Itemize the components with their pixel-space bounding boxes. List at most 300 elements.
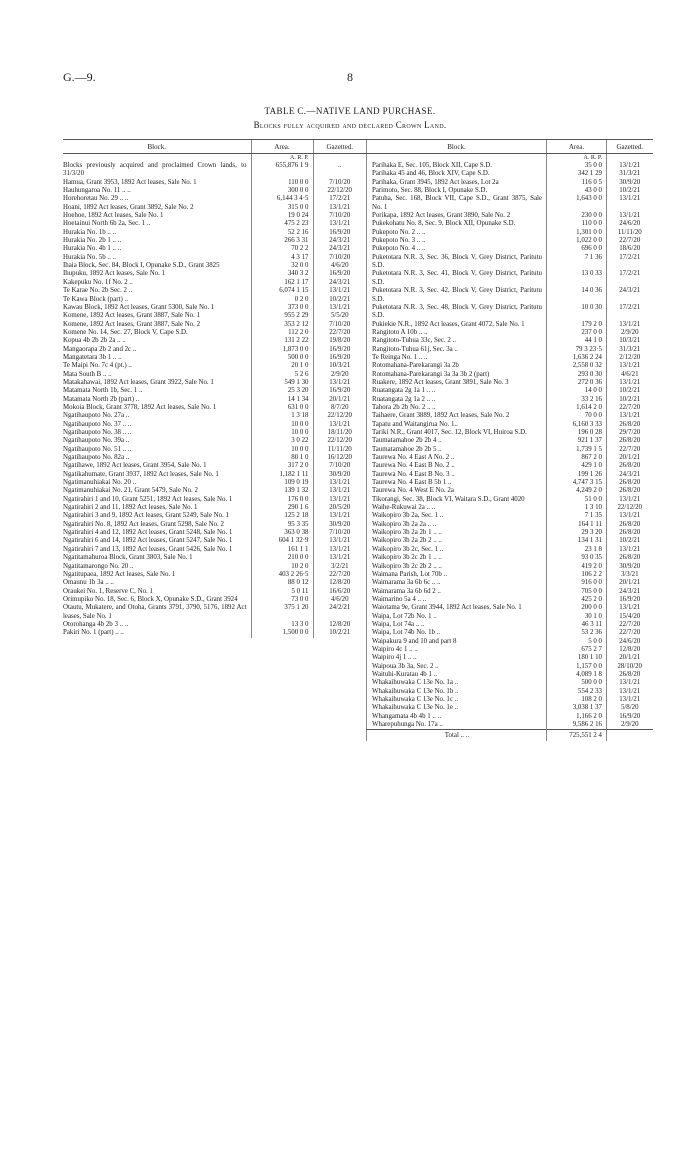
area-value: 272 0 36 [547, 379, 607, 387]
table-row [63, 563, 366, 571]
table-row [367, 446, 653, 454]
area-value: 5 0 0 [547, 638, 607, 646]
table-row [367, 554, 653, 562]
area-value: 109 0 19 [251, 479, 313, 487]
table-row [63, 195, 366, 203]
block-name: Matamata North 2b (part) .. [63, 395, 140, 403]
area-value: 1,636 2 24 [547, 354, 607, 362]
area-value: 14 1 34 [251, 396, 313, 404]
table-row [63, 346, 366, 354]
table-row [63, 204, 366, 212]
area-value: 30 1 0 [547, 613, 607, 621]
table-row [63, 588, 366, 596]
table-row [367, 379, 653, 387]
area-value: 32 0 0 [251, 262, 313, 270]
block-name: Ngatirahiri 2 and 11, 1892 Act leases, Sale No. 1 [63, 504, 198, 512]
area-value: 300 0 0 [251, 187, 313, 195]
block-name: Rangitoto-Tuhua 61j, Sec. 3a .. [372, 345, 458, 353]
area-value: 429 1 0 [547, 462, 607, 470]
table-row [63, 237, 366, 245]
units-row [63, 154, 366, 163]
area-value: 110 0 0 [251, 179, 313, 187]
block-name: Ngatihaupoto No. 39a .. [63, 437, 130, 445]
area-value: 52 2 16 [251, 229, 313, 237]
area-value: 916 0 0 [547, 579, 607, 587]
block-name: Ngatitupaea, 1892 Act leases, Sale No. 1 [63, 570, 176, 578]
table-row [63, 254, 366, 262]
table-row [367, 696, 653, 704]
block-name: Hoani, 1892 Act leases, Grant 3892, Sale No. 2 [63, 203, 194, 211]
table-row [367, 237, 653, 245]
gazetted-date: 30/9/20 [607, 179, 653, 187]
table-row [63, 471, 366, 479]
area-value: 134 1 31 [547, 537, 607, 545]
area-value: 1,166 2 0 [547, 713, 607, 721]
table-row [63, 296, 366, 304]
table-row [63, 287, 366, 295]
block-name: Komene, 1892 Act leases, Grant 3887, Sale No. 2 [63, 320, 201, 328]
area-value: 125 2 18 [251, 512, 313, 520]
gazetted-date: 7/10/20 [313, 212, 366, 220]
gazetted-date: 28/10/20 [607, 663, 653, 671]
gazetted-date: 31/3/21 [607, 346, 653, 354]
block-name: Ngatirahiri 6 and 14, 1892 Act leases, Grant 5247, Sale No. 1 [63, 537, 233, 545]
area-value: 425 2 0 [547, 596, 607, 604]
table-row [63, 362, 366, 370]
table-row [63, 304, 366, 312]
table-row [367, 245, 653, 253]
block-name: Ngatikahumate, Grant 3937, 1892 Act leases, Sale No. 1 [63, 470, 219, 478]
table-row [63, 571, 366, 579]
table-row [367, 170, 653, 178]
table-row [367, 504, 653, 512]
area-value: 14 0 0 [547, 387, 607, 395]
gazetted-date: 7/10/20 [313, 321, 366, 329]
block-name: Waipoua 3b 3a, Sec. 2 .. [372, 662, 439, 670]
table-row [367, 254, 653, 271]
area-value: 230 0 0 [547, 212, 607, 220]
gazetted-date: 30/9/20 [313, 471, 366, 479]
table-row [63, 245, 366, 253]
gazetted-date: 7/10/20 [313, 529, 366, 537]
block-name: Waikopiro 3b 2a 2a .. .. [372, 520, 437, 528]
area-value: 475 2 23 [251, 220, 313, 228]
area-value: 293 0 30 [547, 371, 607, 379]
block-name: Parihaka E, Sec. 105, Block XII, Cape S.D. [372, 162, 492, 169]
gazetted-date: 26/8/20 [607, 671, 653, 679]
table-row [367, 412, 653, 420]
block-name: Parihaka, Grant 3945, 1892 Act leases, Lot 2a [372, 178, 499, 186]
area-value: 419 2 0 [547, 563, 607, 571]
gazetted-date: 13/1/21 [313, 304, 366, 312]
gazetted-date: 10/2/21 [607, 387, 653, 395]
table-row [367, 713, 653, 721]
gazetted-date: 22/12/20 [313, 437, 366, 445]
area-value: 70 0 0 [547, 412, 607, 420]
block-name: Rotomahana-Parekarangi 3a 3a 3b 2 (part) [372, 370, 490, 378]
block-name: Te Kawa Block (part) .. [63, 295, 128, 303]
area-value: 13 0 33 [547, 270, 607, 287]
area-value: 373 0 0 [251, 304, 313, 312]
area-value: 80 1 0 [251, 454, 313, 462]
table-row [63, 554, 366, 562]
area-value: 199 1 26 [547, 471, 607, 479]
gazetted-date: 4/6/20 [313, 596, 366, 604]
area-value: 23 1 8 [547, 546, 607, 554]
area-value: 0 2 0 [251, 296, 313, 304]
area-value: 554 2 33 [547, 688, 607, 696]
gazetted-date: 24/3/21 [313, 279, 366, 287]
gazetted-date: 26/8/20 [607, 462, 653, 470]
table-subtitle: Blocks fully acquired and declared Crown Land. [253, 120, 447, 130]
area-value: 2,558 0 32 [547, 362, 607, 370]
table-row [63, 387, 366, 395]
block-name: Orimupiko No. 18, Sec. 6, Block X, Opunake S.D., Grant 3924 [63, 595, 238, 603]
block-name: Whakaihuwaka C 13e No. 1e .. [372, 704, 459, 712]
gazetted-date: 13/1/21 [607, 546, 653, 554]
gazetted-date: 13/1/21 [607, 195, 653, 212]
block-name: Puketotara N.R. 3, Sec. 42, Block V, Grey District, Paritutu S.D. [372, 287, 542, 303]
gazetted-date: 31/3/21 [607, 170, 653, 178]
table-row [63, 404, 366, 412]
block-name: Taurewa No. 4 East B 5b 1 .. [372, 479, 452, 487]
block-name: Taurewa No. 4 East B No. 2 .. [372, 462, 455, 470]
area-value: 315 0 0 [251, 204, 313, 212]
area-value: 3 0 22 [251, 437, 313, 445]
table-row [63, 487, 366, 495]
area-value: 116 0 5 [547, 179, 607, 187]
table-row [63, 596, 366, 604]
table-row [367, 679, 653, 687]
table-row [63, 537, 366, 545]
area-value: 696 0 0 [547, 245, 607, 253]
table-row [367, 304, 653, 321]
block-name: Pukepoto No. 4 .. .. [372, 245, 426, 253]
gazetted-date: 13/1/21 [607, 688, 653, 696]
gazetted-date: 13/1/21 [313, 220, 366, 228]
table-row [367, 329, 653, 337]
table-row [367, 321, 653, 329]
area-value: 317 2 0 [251, 462, 313, 470]
table-row [63, 462, 366, 470]
area-value: 867 2 0 [547, 454, 607, 462]
area-value: 162 1 17 [251, 279, 313, 287]
block-name: Ngatihaupoto No. 82a .. [63, 454, 130, 462]
gazetted-date: 12/8/20 [313, 579, 366, 587]
block-name: Ngatirahiri 7 and 13, 1892 Act leases, Grant 5426, Sale No. 1 [63, 545, 233, 553]
block-name: Te Reinga No. 1 .. .. [372, 353, 428, 361]
gazetted-date: 17/2/21 [607, 304, 653, 321]
right-table [366, 139, 653, 741]
gazetted-date: 22/7/20 [607, 621, 653, 629]
table-row [367, 187, 653, 195]
block-name: Blocks previously acquired and proclaimed Crown lands, to 31/3/20 [63, 162, 247, 178]
area-value: 200 0 0 [547, 604, 607, 612]
table-row [367, 688, 653, 696]
area-value: 33 2 16 [547, 396, 607, 404]
table-row [367, 421, 653, 429]
gazetted-date: 16/12/20 [313, 454, 366, 462]
table-row [367, 371, 653, 379]
gazetted-date: 26/8/20 [607, 437, 653, 445]
block-name: Omaunu 1b 3a .. .. [63, 579, 114, 587]
gazetted-date: 8/7/20 [313, 404, 366, 412]
block-name: Ruakere, 1892 Act leases, Grant 3891, Sale No. 3 [372, 378, 509, 386]
gazetted-date: 13/1/21 [607, 212, 653, 220]
area-value: 112 2 0 [251, 329, 313, 337]
gazetted-date: 13/1/21 [313, 487, 366, 495]
area-value: 1 3 18 [251, 412, 313, 420]
area-value: 6,160 3 33 [547, 421, 607, 429]
table-row [63, 396, 366, 404]
table-row [63, 546, 366, 554]
block-name: Hurakia No. 1b .. .. [63, 228, 117, 236]
total-label: Total .. .. [367, 730, 547, 741]
area-value: 46 3 11 [547, 621, 607, 629]
block-name: Ngatimanuhiakai No. 20 .. [63, 479, 137, 487]
block-name: Taurewa No. 4 East A No. 2 .. [372, 454, 455, 462]
block-name: Te Karae No. 2b Sec. 2 .. [63, 287, 133, 295]
gazetted-date: 22/12/20 [313, 412, 366, 420]
area-value: 1,301 0 0 [547, 229, 607, 237]
table-row [367, 454, 653, 462]
left-table [63, 139, 366, 638]
table-row [367, 162, 653, 170]
block-name: Mangaorapa 2b 2 and 2c .. [63, 345, 137, 353]
block-name: Waikopiro 3b 2a 2b 2 .. .. [372, 537, 442, 545]
gazetted-date: 19/8/20 [313, 337, 366, 345]
table-row [63, 454, 366, 462]
block-name: Tapatu and Waitangirua No. 1.. [372, 420, 458, 428]
block-name: Ngatihaupoto No. 51 .. .. [63, 445, 132, 453]
gazetted-date: 24/2/21 [313, 604, 366, 621]
table-row [63, 504, 366, 512]
block-name: Ngatihaupoto No. 27a .. [63, 412, 130, 420]
block-name: Taihaere, Grant 3889, 1892 Act leases, Sale No. 2 [372, 412, 510, 420]
block-name: Ruatangata 2g 1a 2 .. .. [372, 395, 436, 403]
area-value: 10 0 0 [251, 446, 313, 454]
area-value: 705 0 0 [547, 588, 607, 596]
gazetted-date: 7/10/20 [313, 179, 366, 187]
gazetted-date: 22/12/20 [607, 504, 653, 512]
block-name: Puketotara N.R. 3, Sec. 48, Block V, Grey District, Paritutu S.D. [372, 303, 542, 320]
block-name: Waipiro 4j 1 .. .. [372, 654, 417, 662]
area-value: 1,500 0 0 [251, 629, 313, 637]
table-row [367, 629, 653, 637]
gazetted-date: 3/3/21 [607, 571, 653, 579]
block-name: Taurewa No. 4 West E No. 2a [372, 487, 454, 495]
block-name: Pukepoto No. 3 .. .. [372, 237, 426, 245]
block-name: Hauhungaroa No. 11 .. .. [63, 187, 131, 195]
gazetted-date: 22/7/20 [607, 446, 653, 454]
area-value: 4,089 1 8 [547, 671, 607, 679]
area-value: 4,747 3 15 [547, 479, 607, 487]
area-value: 10 0 0 [251, 421, 313, 429]
gazetted-date: 13/1/21 [607, 679, 653, 687]
block-name: Hurakia No. 2b 1 .. .. [63, 237, 122, 245]
gazetted-date: 4/6/20 [313, 262, 366, 270]
gazetted-date: 16/9/20 [313, 387, 366, 395]
block-name: Waimarino 5a 4 .. .. [372, 595, 427, 603]
table-row [63, 312, 366, 320]
block-name: Patuha, Sec. 168, Block VII, Cape S.D., Grant 3875, Sale No. 1 [372, 195, 542, 211]
right-table-body [367, 154, 653, 730]
gazetted-date: 13/1/21 [607, 604, 653, 612]
right-table-panel [366, 139, 652, 741]
block-name: Otorohanga 4b 2b 3 .. .. [63, 620, 129, 628]
gazetted-date: 13/1/21 [607, 512, 653, 520]
block-name: Rangitoto-Tuhua 33c, Sec. 2 .. [372, 337, 456, 345]
area-value: 210 0 0 [251, 554, 313, 562]
gazetted-date: 10/2/21 [313, 296, 366, 304]
gazetted-date: 10/3/21 [313, 362, 366, 370]
block-name: Tikorangi, Sec. 38, Block VI, Waitara S.D., Grant 4020 [372, 495, 525, 503]
area-value: 131 2 22 [251, 337, 313, 345]
area-value: 921 1 37 [547, 437, 607, 445]
block-name: Waimana Parish, Lot 70b .. [372, 570, 448, 578]
block-name: Whangamata 4b 4b 1 .. .. [372, 712, 442, 720]
gazetted-date: 11/11/20 [313, 446, 366, 454]
table-row [63, 162, 366, 179]
gazetted-date: 26/8/20 [607, 521, 653, 529]
area-value: 73 0 0 [251, 596, 313, 604]
gazetted-date: 13/1/21 [313, 287, 366, 295]
table-row [367, 671, 653, 679]
table-row [367, 721, 653, 730]
area-value: 95 3 35 [251, 521, 313, 529]
area-value: 4 3 17 [251, 254, 313, 262]
gazetted-date: 3/2/21 [313, 563, 366, 571]
block-name: Otautu, Mukatere, and Otoha, Grants 3791, 3790, 5176, 1892 Act leases, Sale No. 1 [63, 604, 247, 620]
area-value: 5 0 11 [251, 588, 313, 596]
area-column-header: Area. [547, 140, 607, 154]
gazetted-date: 13/1/21 [313, 546, 366, 554]
gazetted-date: 20/5/20 [313, 504, 366, 512]
area-value: 10 0 30 [547, 304, 607, 321]
block-name: Parimoto, Sec. 88, Block I, Opunake S.D. [372, 187, 488, 195]
table-row [63, 496, 366, 504]
table-row [367, 613, 653, 621]
gazetted-date: 13/1/21 [313, 512, 366, 520]
left-table-panel [63, 139, 366, 638]
block-name: Matakahawai, 1892 Act leases, Grant 3922, Sale No. 1 [63, 378, 214, 386]
page-number: 8 [347, 70, 353, 84]
table-row [63, 179, 366, 187]
gazetted-date: 20/1/21 [607, 454, 653, 462]
block-name: Hamua, Grant 3953, 1892 Act leases, Sale No. 1 [63, 178, 197, 186]
table-row [367, 596, 653, 604]
table-row [367, 429, 653, 437]
table-row [367, 179, 653, 187]
area-value: 53 2 36 [547, 629, 607, 637]
block-name: Whakaihuwaka C 13e No. 1c .. [372, 696, 459, 703]
gazetted-date: 16/9/20 [313, 229, 366, 237]
table-row [367, 396, 653, 404]
table-row [367, 646, 653, 654]
block-name: Hurakia No. 4b 1 .. .. [63, 245, 122, 253]
gazetted-date: 18/6/20 [607, 245, 653, 253]
area-value: 161 1 1 [251, 546, 313, 554]
block-name: Ihaia Block, Sec. 84, Block I, Opunake S.D., Grant 3825 [63, 262, 220, 270]
block-name: Ngatirahiri No. 8, 1892 Act leases, Grant 5298, Sale No. 2 [63, 520, 224, 528]
gazetted-date: 13/1/21 [313, 479, 366, 487]
block-name: Ngatirahiri 1 and 10, Grant 5251, 1892 Act leases, Sale No. 1 [63, 495, 233, 503]
gazetted-date: 16/9/20 [313, 270, 366, 278]
table-row [367, 346, 653, 354]
area-value: 403 2 26·5 [251, 571, 313, 579]
table-row [367, 471, 653, 479]
gazetted-date: 24/6/20 [607, 220, 653, 228]
block-name: Ruatangata 2g 1a 1 .. .. [372, 387, 436, 395]
area-value: 631 0 0 [251, 404, 313, 412]
block-name: Waimarama 3a 6b 6d 2 .. [372, 587, 441, 595]
table-row [367, 704, 653, 712]
gazetted-date: 13/1/21 [313, 379, 366, 387]
gazetted-date: 16/6/20 [313, 588, 366, 596]
block-name: Waihe-Rukuwai 2a .. .. [372, 504, 436, 512]
block-name: Horehoretau No. 29 .. .. [63, 195, 129, 203]
block-name: Whakaihuwaka C 13e No. 1a .. [372, 679, 459, 687]
table-row [63, 337, 366, 345]
gazetted-date: 24/3/21 [313, 245, 366, 253]
table-title: TABLE C.—NATIVE LAND PURCHASE. [264, 106, 436, 116]
block-name: Hoetainui North 6b 2a, Sec. 1 .. [63, 220, 151, 228]
table-row [367, 404, 653, 412]
area-value: 19 0 24 [251, 212, 313, 220]
area-value: 1,873 0 0 [251, 346, 313, 354]
area-value: 43 0 0 [547, 187, 607, 195]
area-value: 6,074 1 15 [251, 287, 313, 295]
area-value: 196 0 28 [547, 429, 607, 437]
table-row [63, 329, 366, 337]
gazetted-date: 24/3/21 [607, 588, 653, 596]
table-row [367, 604, 653, 612]
gazetted-date: 7/10/20 [313, 254, 366, 262]
block-name: Rotomahana-Parekarangi 3a 2b [372, 362, 459, 370]
block-name: Taurewa No. 4 East B No. 3 .. [372, 470, 455, 478]
area-value: 6,144 3 4·5 [251, 195, 313, 203]
table-row [367, 437, 653, 445]
block-name: Waipiro 4c 1 .. .. [372, 645, 418, 653]
gazetted-date: 13/1/21 [607, 362, 653, 370]
block-name: Puketotara N.R. 3, Sec. 36, Block V, Grey District, Paritutu S.D. [372, 253, 542, 270]
gazetted-date: .. [313, 162, 366, 179]
table-row [367, 571, 653, 579]
block-column-header: Block. [367, 140, 547, 154]
block-name: Waiotama 9e, Grant 3944, 1892 Act leases, Sale No. 1 [372, 604, 522, 612]
block-name: Waimarama 3a 6b 6c .. .. [372, 579, 441, 587]
table-row [367, 579, 653, 587]
area-value: 70 2 2 [251, 245, 313, 253]
gazetted-date: 13/1/21 [607, 321, 653, 329]
area-value: 93 0 35 [547, 554, 607, 562]
gazetted-date: 26/8/20 [607, 487, 653, 495]
area-value: 13 3 0 [251, 621, 313, 629]
area-value: 604 1 32·9 [251, 537, 313, 545]
table-row [63, 354, 366, 362]
table-row [367, 487, 653, 495]
area-value: 675 2 7 [547, 646, 607, 654]
area-value: 1 3 10 [547, 504, 607, 512]
table-row [63, 521, 366, 529]
area-value: 14 0 36 [547, 287, 607, 304]
block-name: Ngatitamarongo No. 20 .. [63, 562, 134, 570]
table-row [367, 512, 653, 520]
area-value: 4,249 2 0 [547, 487, 607, 495]
gazetted-date: 29/7/20 [607, 429, 653, 437]
table-row [63, 262, 366, 270]
table-row [367, 496, 653, 504]
